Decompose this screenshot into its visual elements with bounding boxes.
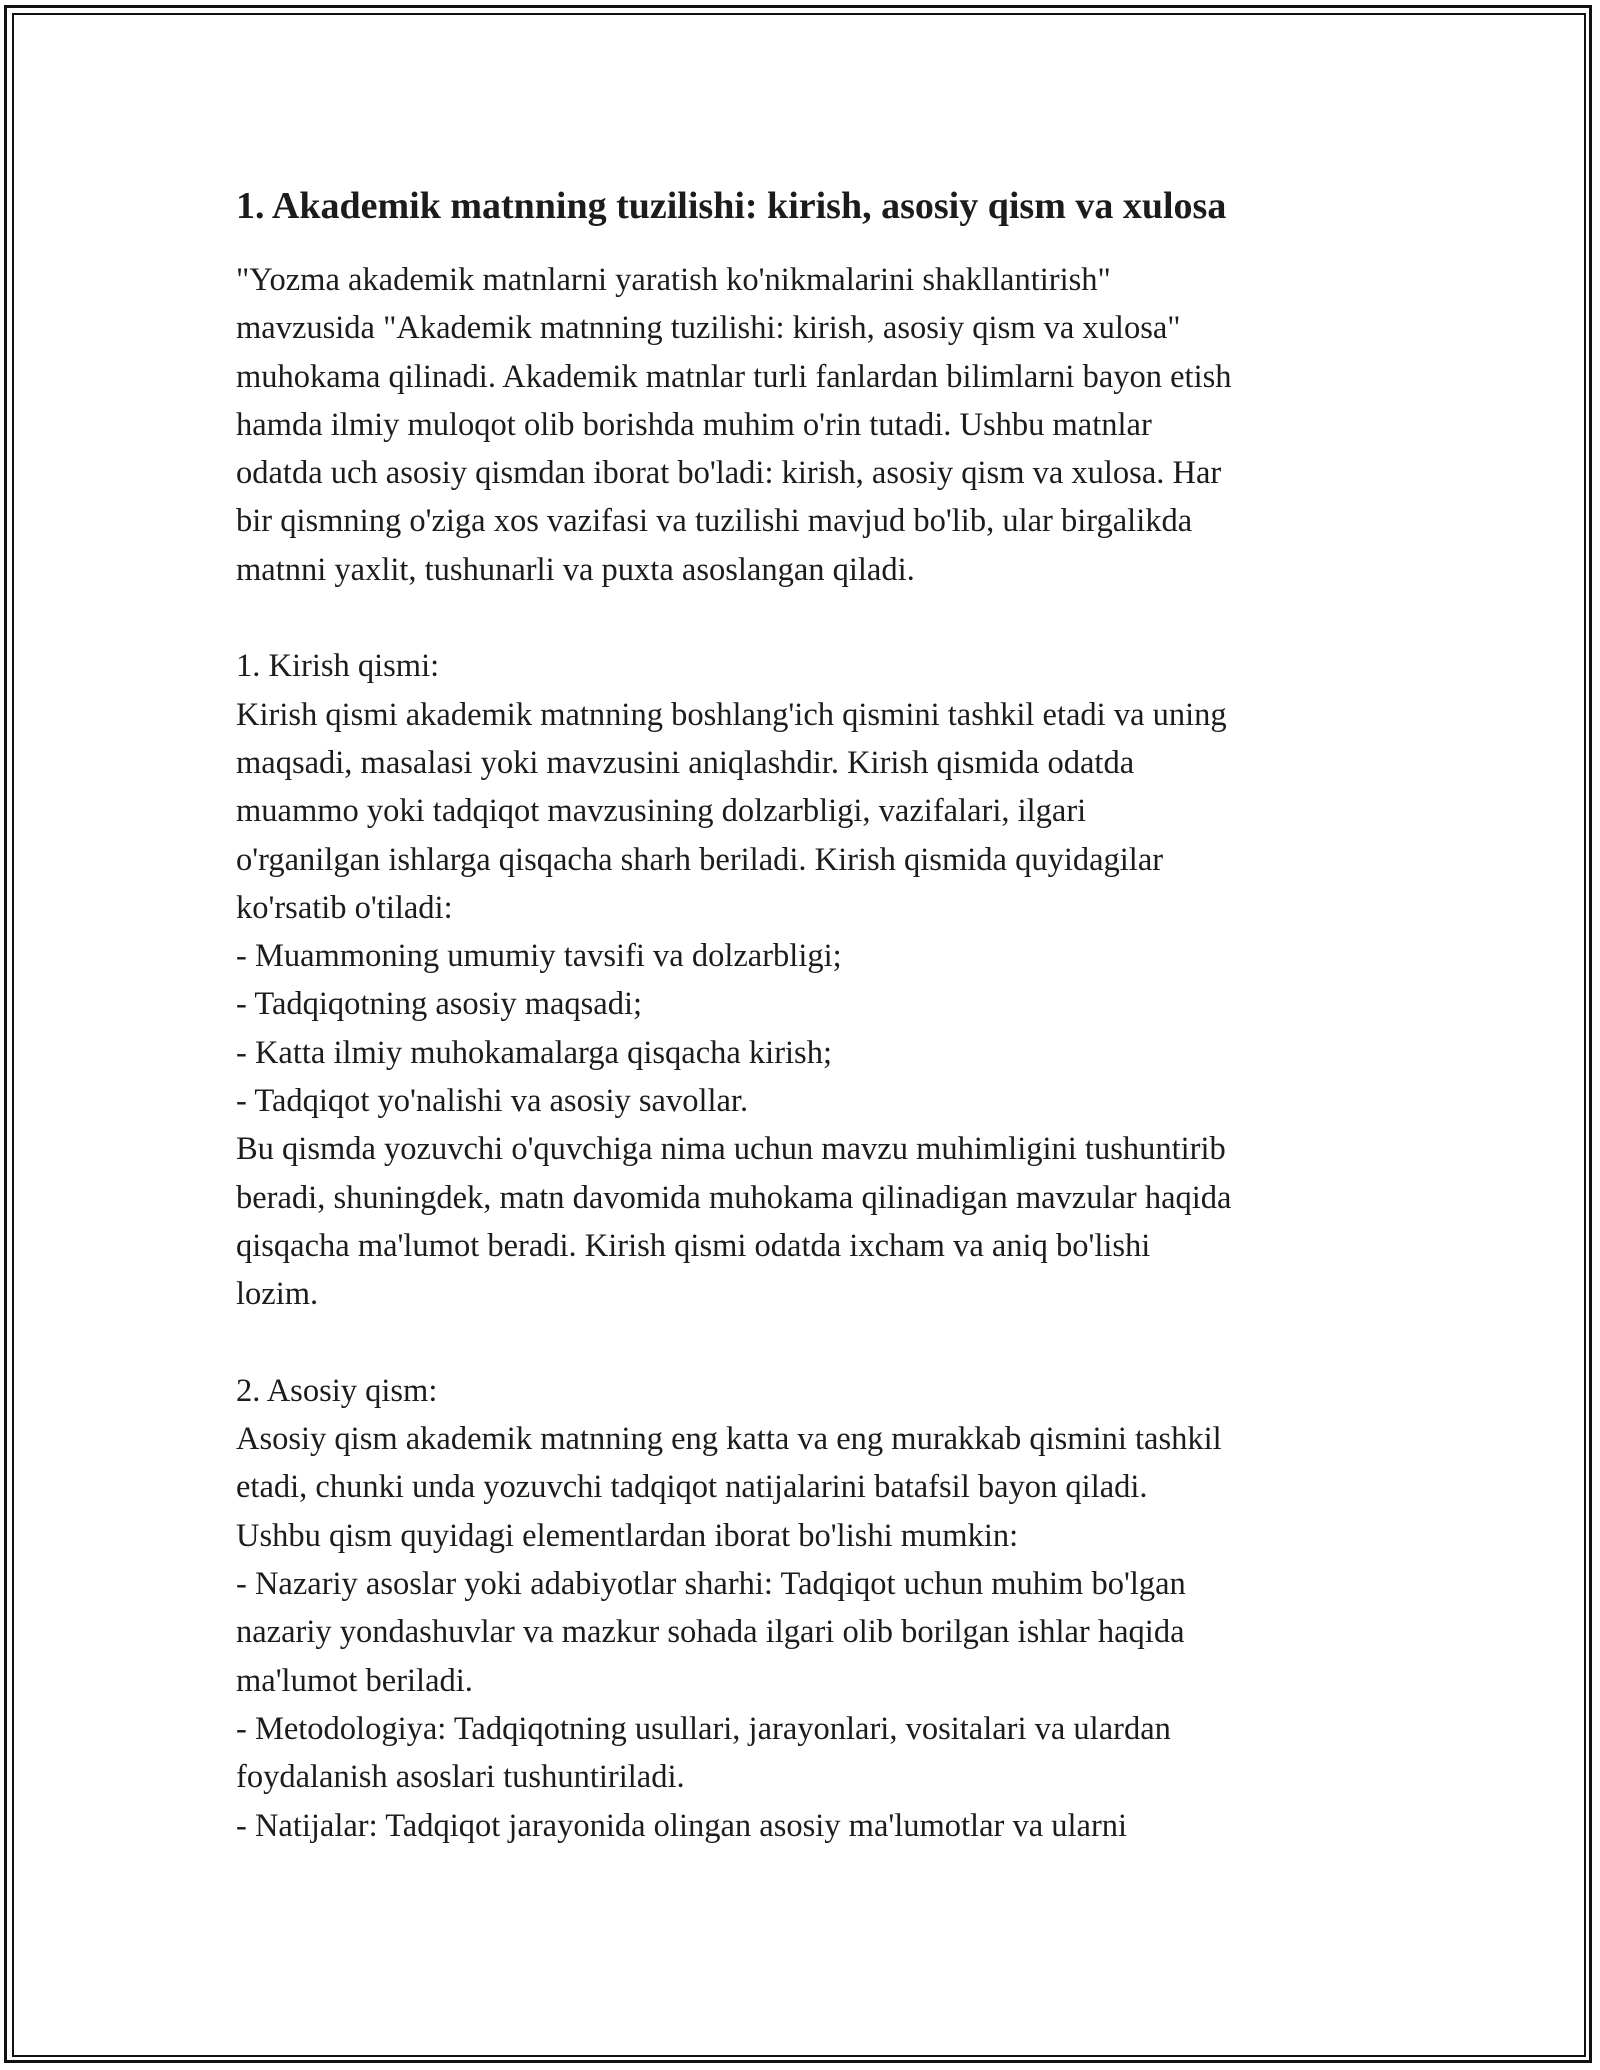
text-line: Ushbu qism quyidagi elementlardan iborat bo'lishi mumkin: [236, 1517, 1019, 1554]
text-line: bir qismning o'ziga xos vazifasi va tuzilishi mavjud bo'lib, ular birgalikda [236, 503, 1193, 540]
text-line: - Tadqiqotning asosiy maqsadi; [236, 986, 643, 1023]
text-line: nazariy yondashuvlar va mazkur sohada ilgari olib borilgan ishlar haqida [236, 1614, 1185, 1651]
text-line: - Metodologiya: Tadqiqotning usullari, jarayonlari, vositalari va ulardan [236, 1710, 1171, 1747]
text-line: "Yozma akademik matnlarni yaratish ko'nikmalarini shakllantirish" [236, 262, 1111, 298]
text-line: matnni yaxlit, tushunarli va puxta asoslangan qiladi. [236, 551, 915, 588]
text-line: qisqacha ma'lumot beradi. Kirish qismi odatda ixcham va aniq bo'lishi [236, 1227, 1151, 1264]
text-line: lozim. [236, 1276, 319, 1313]
text-line: beradi, shuningdek, matn davomida muhokama qilinadigan mavzular haqida [236, 1179, 1232, 1216]
text-line: 2. Asosiy qism: [236, 1372, 438, 1409]
blank-line [236, 1319, 1396, 1367]
text-line: Bu qismda yozuvchi o'quvchiga nima uchun mavzu muhimligini tushuntirib [236, 1131, 1226, 1168]
document-body [236, 182, 1396, 1850]
text-line: - Tadqiqot yo'nalishi va asosiy savollar. [236, 1083, 749, 1120]
blank-line [236, 594, 1396, 642]
text-line: odatda uch asosiy qismdan iborat bo'ladi: kirish, asosiy qism va xulosa. Har [236, 455, 1222, 492]
text-line: maqsadi, masalasi yoki mavzusini aniqlashdir. Kirish qismida odatda [236, 744, 1135, 781]
text-line: foydalanish asoslari tushuntiriladi. [236, 1759, 685, 1796]
text-line: etadi, chunki unda yozuvchi tadqiqot natijalarini batafsil bayon qiladi. [236, 1469, 1148, 1506]
text-line: ma'lumot beriladi. [236, 1662, 473, 1699]
text-line: Kirish qismi akademik matnning boshlang'ich qismini tashkil etadi va uning [236, 696, 1227, 733]
text-line: hamda ilmiy muloqot olib borishda muhim o'rin tutadi. Ushbu matnlar [236, 406, 1152, 443]
text-line: mavzusida "Akademik matnning tuzilishi: kirish, asosiy qism va xulosa" [236, 310, 1181, 347]
text-line: - Muammoning umumiy tavsifi va dolzarbligi; [236, 938, 842, 975]
text-line: Asosiy qism akademik matnning eng katta va eng murakkab qismini tashkil [236, 1421, 1222, 1458]
document-text [236, 256, 1396, 1850]
text-line: muhokama qilinadi. Akademik matnlar turli fanlardan bilimlarni bayon etish [236, 358, 1232, 395]
text-line: - Nazariy asoslar yoki adabiyotlar sharhi: Tadqiqot uchun muhim bo'lgan [236, 1566, 1186, 1603]
text-line: - Katta ilmiy muhokamalarga qisqacha kirish; [236, 1034, 832, 1071]
text-line: - Natijalar: Tadqiqot jarayonida olingan asosiy ma'lumotlar va ularni [236, 1807, 1128, 1844]
text-line: ko'rsatib o'tiladi: [236, 889, 453, 926]
text-line: 1. Kirish qismi: [236, 648, 440, 685]
text-line: o'rganilgan ishlarga qisqacha sharh beriladi. Kirish qismida quyidagilar [236, 841, 1164, 878]
text-line: muammo yoki tadqiqot mavzusining dolzarbligi, vazifalari, ilgari [236, 793, 1087, 830]
document-title: 1. Akademik matnning tuzilishi: kirish, asosiy qism va xulosa [236, 185, 1227, 227]
